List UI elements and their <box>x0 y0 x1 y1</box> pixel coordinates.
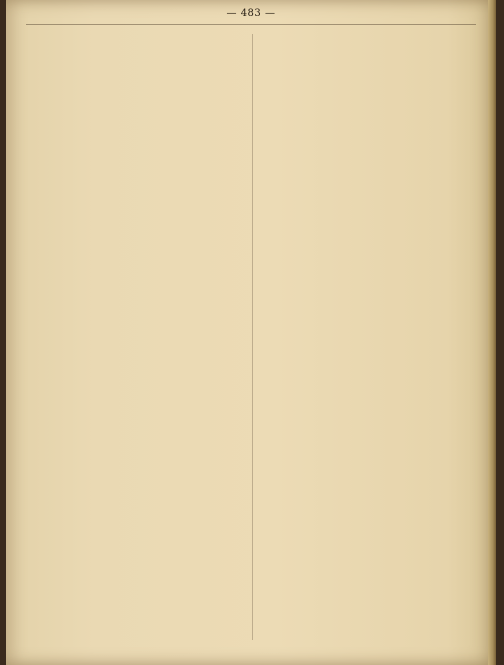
header-rule <box>26 24 476 25</box>
book-page <box>6 0 496 665</box>
page-number: — 483 — <box>226 8 276 19</box>
page-edge <box>488 0 496 665</box>
text-column-left <box>26 32 250 642</box>
text-column-right <box>258 32 482 642</box>
column-divider <box>252 34 253 640</box>
